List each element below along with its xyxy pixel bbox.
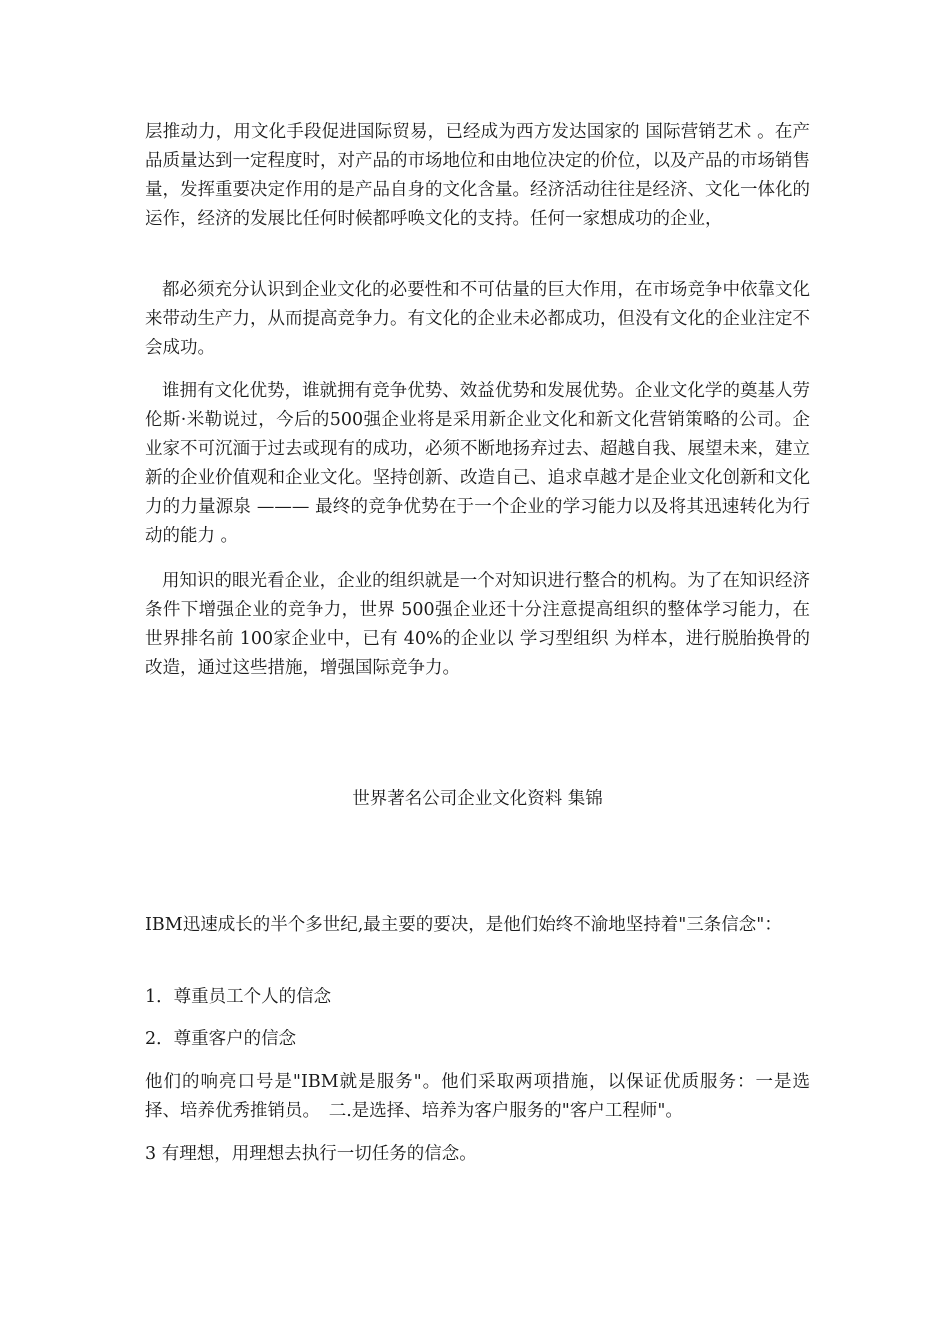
- belief-item-3: 3 有理想，用理想去执行一切任务的信念。: [145, 1144, 477, 1164]
- paragraph-2: 都必须充分认识到企业文化的必要性和不可估量的巨大作用，在市场竞争中依靠文化来带动生产力，从而提高竞争力。有文化的企业未必都成功，但没有文化的企业注定不会成功。: [145, 280, 810, 358]
- belief-item-2: 2．尊重客户的信念: [145, 1029, 297, 1049]
- section-title: 世界著名公司企业文化资料 集锦: [352, 789, 603, 809]
- belief-item-1: 1．尊重员工个人的信念: [145, 987, 332, 1007]
- paragraph-4: 用知识的眼光看企业，企业的组织就是一个对知识进行整合的机构。为了在知识经济条件下增强企业的竞争力，世界 500强企业还十分注意提高组织的整体学习能力，在世界排名前 100家企业中，已有 40%的企业以 学习型组织 为样本，进行脱胎换骨的改造，通过这些措施，增强国际竞争力。: [145, 571, 810, 678]
- ibm-intro-paragraph: IBM迅速成长的半个多世纪,最主要的要决，是他们始终不渝地坚持着"三条信念"：: [145, 915, 782, 935]
- paragraph-1: 层推动力，用文化手段促进国际贸易，已经成为西方发达国家的 国际营销艺术 。在产品质量达到一定程度时，对产品的市场地位和由地位决定的价位，以及产品的市场销售量，发挥重要决定作用的是产品自身的文化含量。经济活动往往是经济、文化一体化的运作，经济的发展比任何时候都呼唤文化的支持。任何一家想成功的企业，: [145, 122, 810, 229]
- paragraph-3: 谁拥有文化优势，谁就拥有竞争优势、效益优势和发展优势。企业文化学的奠基人劳伦斯·米勒说过，今后的500强企业将是采用新企业文化和新文化营销策略的公司。企业家不可沉湎于过去或现有的成功，必须不断地扬弃过去、超越自我、展望未来，建立新的企业价值观和企业文化。坚持创新、改造自己、追求卓越才是企业文化创新和文化力的力量源泉 ——— 最终的竞争优势在于一个企业的学习能力以及将其迅速转化为行动的能力 。: [145, 381, 810, 546]
- service-paragraph: 他们的响亮口号是"IBM就是服务"。他们采取两项措施，以保证优质服务：一是选择、培养优秀推销员。 二.是选择、培养为客户服务的"客户工程师"。: [145, 1072, 810, 1121]
